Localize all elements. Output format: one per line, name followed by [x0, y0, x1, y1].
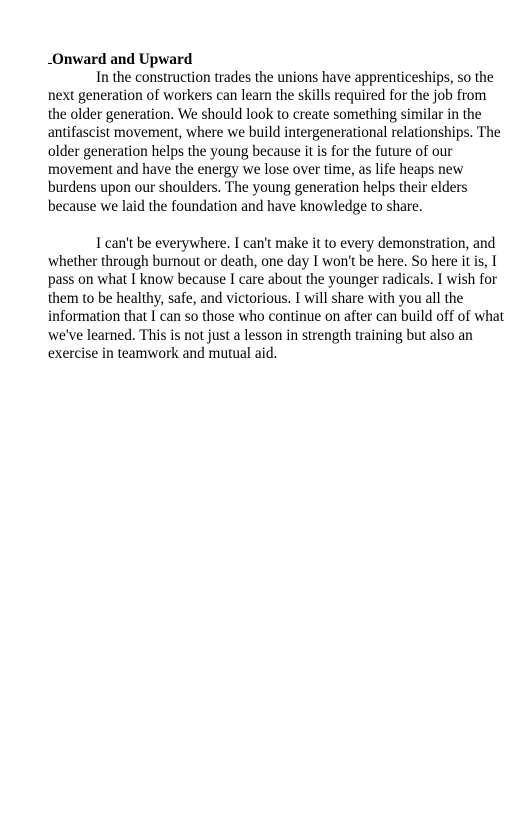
section-heading-text: Onward and Upward [52, 51, 193, 68]
paragraph-gap [48, 216, 508, 234]
paragraph-passing-on: I can't be everywhere. I can't make it to every demonstration, and whether through burnout or death, one day I won't be here. So here it is, I pass on what I know because I care about the younger radicals. I wish for them to be healthy, safe, and victorious. I will share with you all the information that I can so those who continue on after can build off of what we've learned. This is not just a lesson in strength training but also an exercise in teamwork and mutual aid. [48, 234, 504, 363]
section-heading [48, 49, 508, 69]
paragraph-apprenticeships: In the construction trades the unions have apprenticeships, so the next generation of workers can learn the skills required for the job from the older generation. We should look to create something similar in the antifascist movement, where we build intergenerational relationships. The older generation helps the young because it is for the future of our movement and have the energy we lose over time, as life heaps new burdens upon our shoulders. The young generation helps their elders because we laid the foundation and have knowledge to share. [48, 69, 501, 215]
document-page [48, 49, 508, 363]
